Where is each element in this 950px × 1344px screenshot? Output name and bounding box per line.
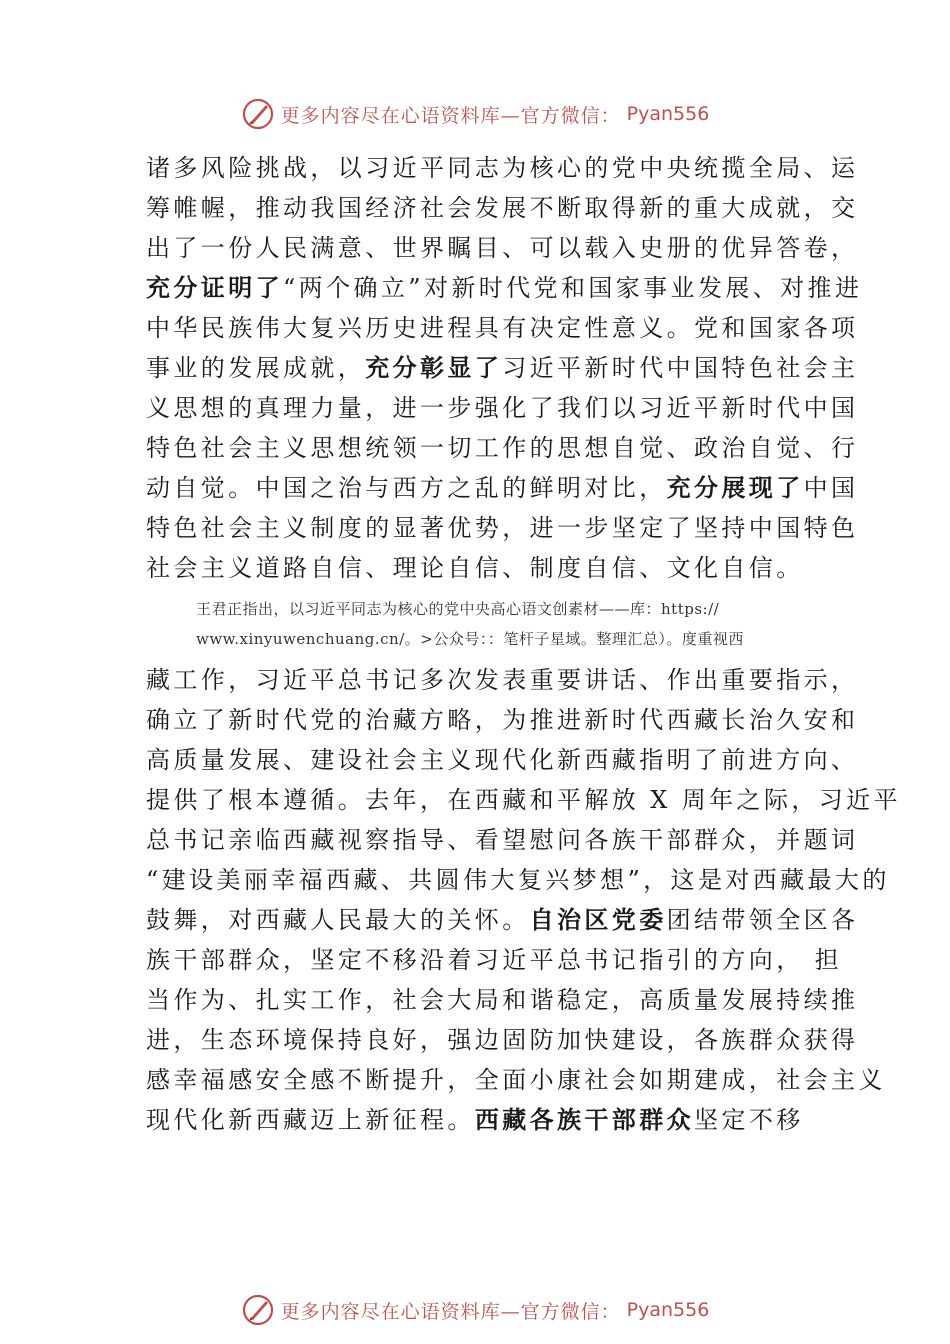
text-line	[146, 228, 859, 268]
text-line	[146, 148, 859, 188]
body-text: 感幸福感安全感不断提升，全面小康社会如期建成，社会主义	[146, 1066, 886, 1094]
text-line	[146, 268, 863, 308]
text-line	[146, 980, 859, 1020]
text-line	[146, 940, 843, 980]
emphasis-text: 充分证明了	[146, 273, 283, 302]
emphasis-text: 西藏各族干部群众	[474, 1105, 695, 1134]
body-text: 高质量发展、建设社会主义现代化新西藏指明了前进方向、	[146, 746, 859, 774]
text-line	[146, 468, 859, 508]
body-text: 动自觉。中国之治与西方之乱的鲜明对比，	[146, 474, 667, 502]
text-line	[146, 348, 859, 388]
footer-banner	[0, 1290, 950, 1330]
body-text: 特色社会主义制度的显著优势，进一步坚定了坚持中国特色	[146, 514, 859, 542]
text-line	[146, 820, 859, 860]
body-text: 诸多风险挑战，以习近平同志为核心的党中央统揽全局、运	[146, 154, 859, 182]
text-line	[146, 428, 859, 468]
body-text: 出了一份人民满意、世界瞩目、可以载入史册的优异答卷，	[146, 234, 859, 262]
text-line	[146, 1100, 826, 1140]
source-note-text-2: www.xinyuwenchuang.cn/。>公众号：：笔杆子星域。整理汇总）。度重视西	[196, 630, 744, 648]
text-line	[146, 900, 859, 940]
body-text: 事业的发展成就，	[146, 354, 366, 382]
body-text: 筹帷幄，推动我国经济社会发展不断取得新的重大成就，交	[146, 194, 859, 222]
body-text: 中华民族伟大复兴历史进程具有决定性意义。党和国家各项	[146, 314, 859, 342]
emphasis-text: 自治区党委	[529, 905, 667, 934]
body-text: 提供了根本遵循。去年，在西藏和平解放 X 周年之际，习近平	[146, 786, 901, 814]
quill-logo-icon	[241, 1293, 275, 1327]
text-line	[146, 308, 859, 348]
paragraph-1	[146, 148, 863, 588]
body-text: 进，生态环境保持良好，强边固防加快建设，各族群众获得	[146, 1026, 859, 1054]
body-text: 族干部群众，坚定不移沿着习近平总书记指引的方向， 担	[146, 946, 843, 974]
body-text: 当作为、扎实工作，社会大局和谐稳定，高质量发展持续推	[146, 986, 859, 1014]
body-text: 确立了新时代党的治藏方略，为推进新时代西藏长治久安和	[146, 706, 859, 734]
text-line	[146, 1060, 886, 1100]
source-note-line-1	[196, 594, 816, 624]
source-note-line-2	[196, 624, 816, 654]
banner-text: 更多内容尽在心语资料库—官方微信：	[280, 1300, 621, 1323]
banner-wechat-id: Pyan556	[626, 1299, 710, 1321]
body-text: 义思想的真理力量，进一步强化了我们以习近平新时代中国	[146, 394, 859, 422]
banner-text: 更多内容尽在心语资料库—官方微信：	[280, 104, 621, 127]
body-text: “两个确立”对新时代党和国家事业发展、对推进	[283, 274, 863, 302]
body-text: 总书记亲临西藏视察指导、看望慰问各族干部群众，并题词	[146, 826, 859, 854]
body-text: “建设美丽幸福西藏、共圆伟大复兴梦想”，这是对西藏最大的	[146, 866, 890, 894]
body-text: 藏工作，习近平总书记多次发表重要讲话、作出重要指示，	[146, 666, 859, 694]
text-line	[146, 740, 859, 780]
body-text: 坚定不移	[694, 1106, 804, 1134]
text-line	[146, 700, 859, 740]
text-line	[146, 1020, 859, 1060]
header-banner	[0, 94, 950, 134]
text-line	[146, 508, 859, 548]
body-text: 中国	[803, 474, 859, 502]
body-text: 现代化新西藏迈上新征程。	[146, 1106, 475, 1134]
emphasis-text: 充分展现了	[666, 473, 804, 502]
body-text: 社会主义道路自信、理论自信、制度自信、文化自信。	[146, 554, 804, 582]
text-line	[146, 860, 890, 900]
emphasis-text: 充分彰显了	[365, 353, 503, 382]
body-text: 习近平新时代中国特色社会主	[502, 354, 859, 382]
text-line	[146, 780, 901, 820]
paragraph-2	[146, 660, 901, 1140]
text-line	[146, 660, 859, 700]
body-text: 团结带领全区各	[666, 906, 859, 934]
banner-wechat-id: Pyan556	[626, 103, 710, 125]
body-text: 鼓舞，对西藏人民最大的关怀。	[146, 906, 530, 934]
source-note-text-1: 王君正指出，以习近平同志为核心的党中央高心语文创素材——库：https://	[196, 600, 720, 618]
text-line	[146, 388, 859, 428]
text-line	[146, 548, 826, 588]
body-text: 特色社会主义思想统领一切工作的思想自觉、政治自觉、行	[146, 434, 859, 462]
quill-logo-icon	[241, 97, 275, 131]
text-line	[146, 188, 859, 228]
